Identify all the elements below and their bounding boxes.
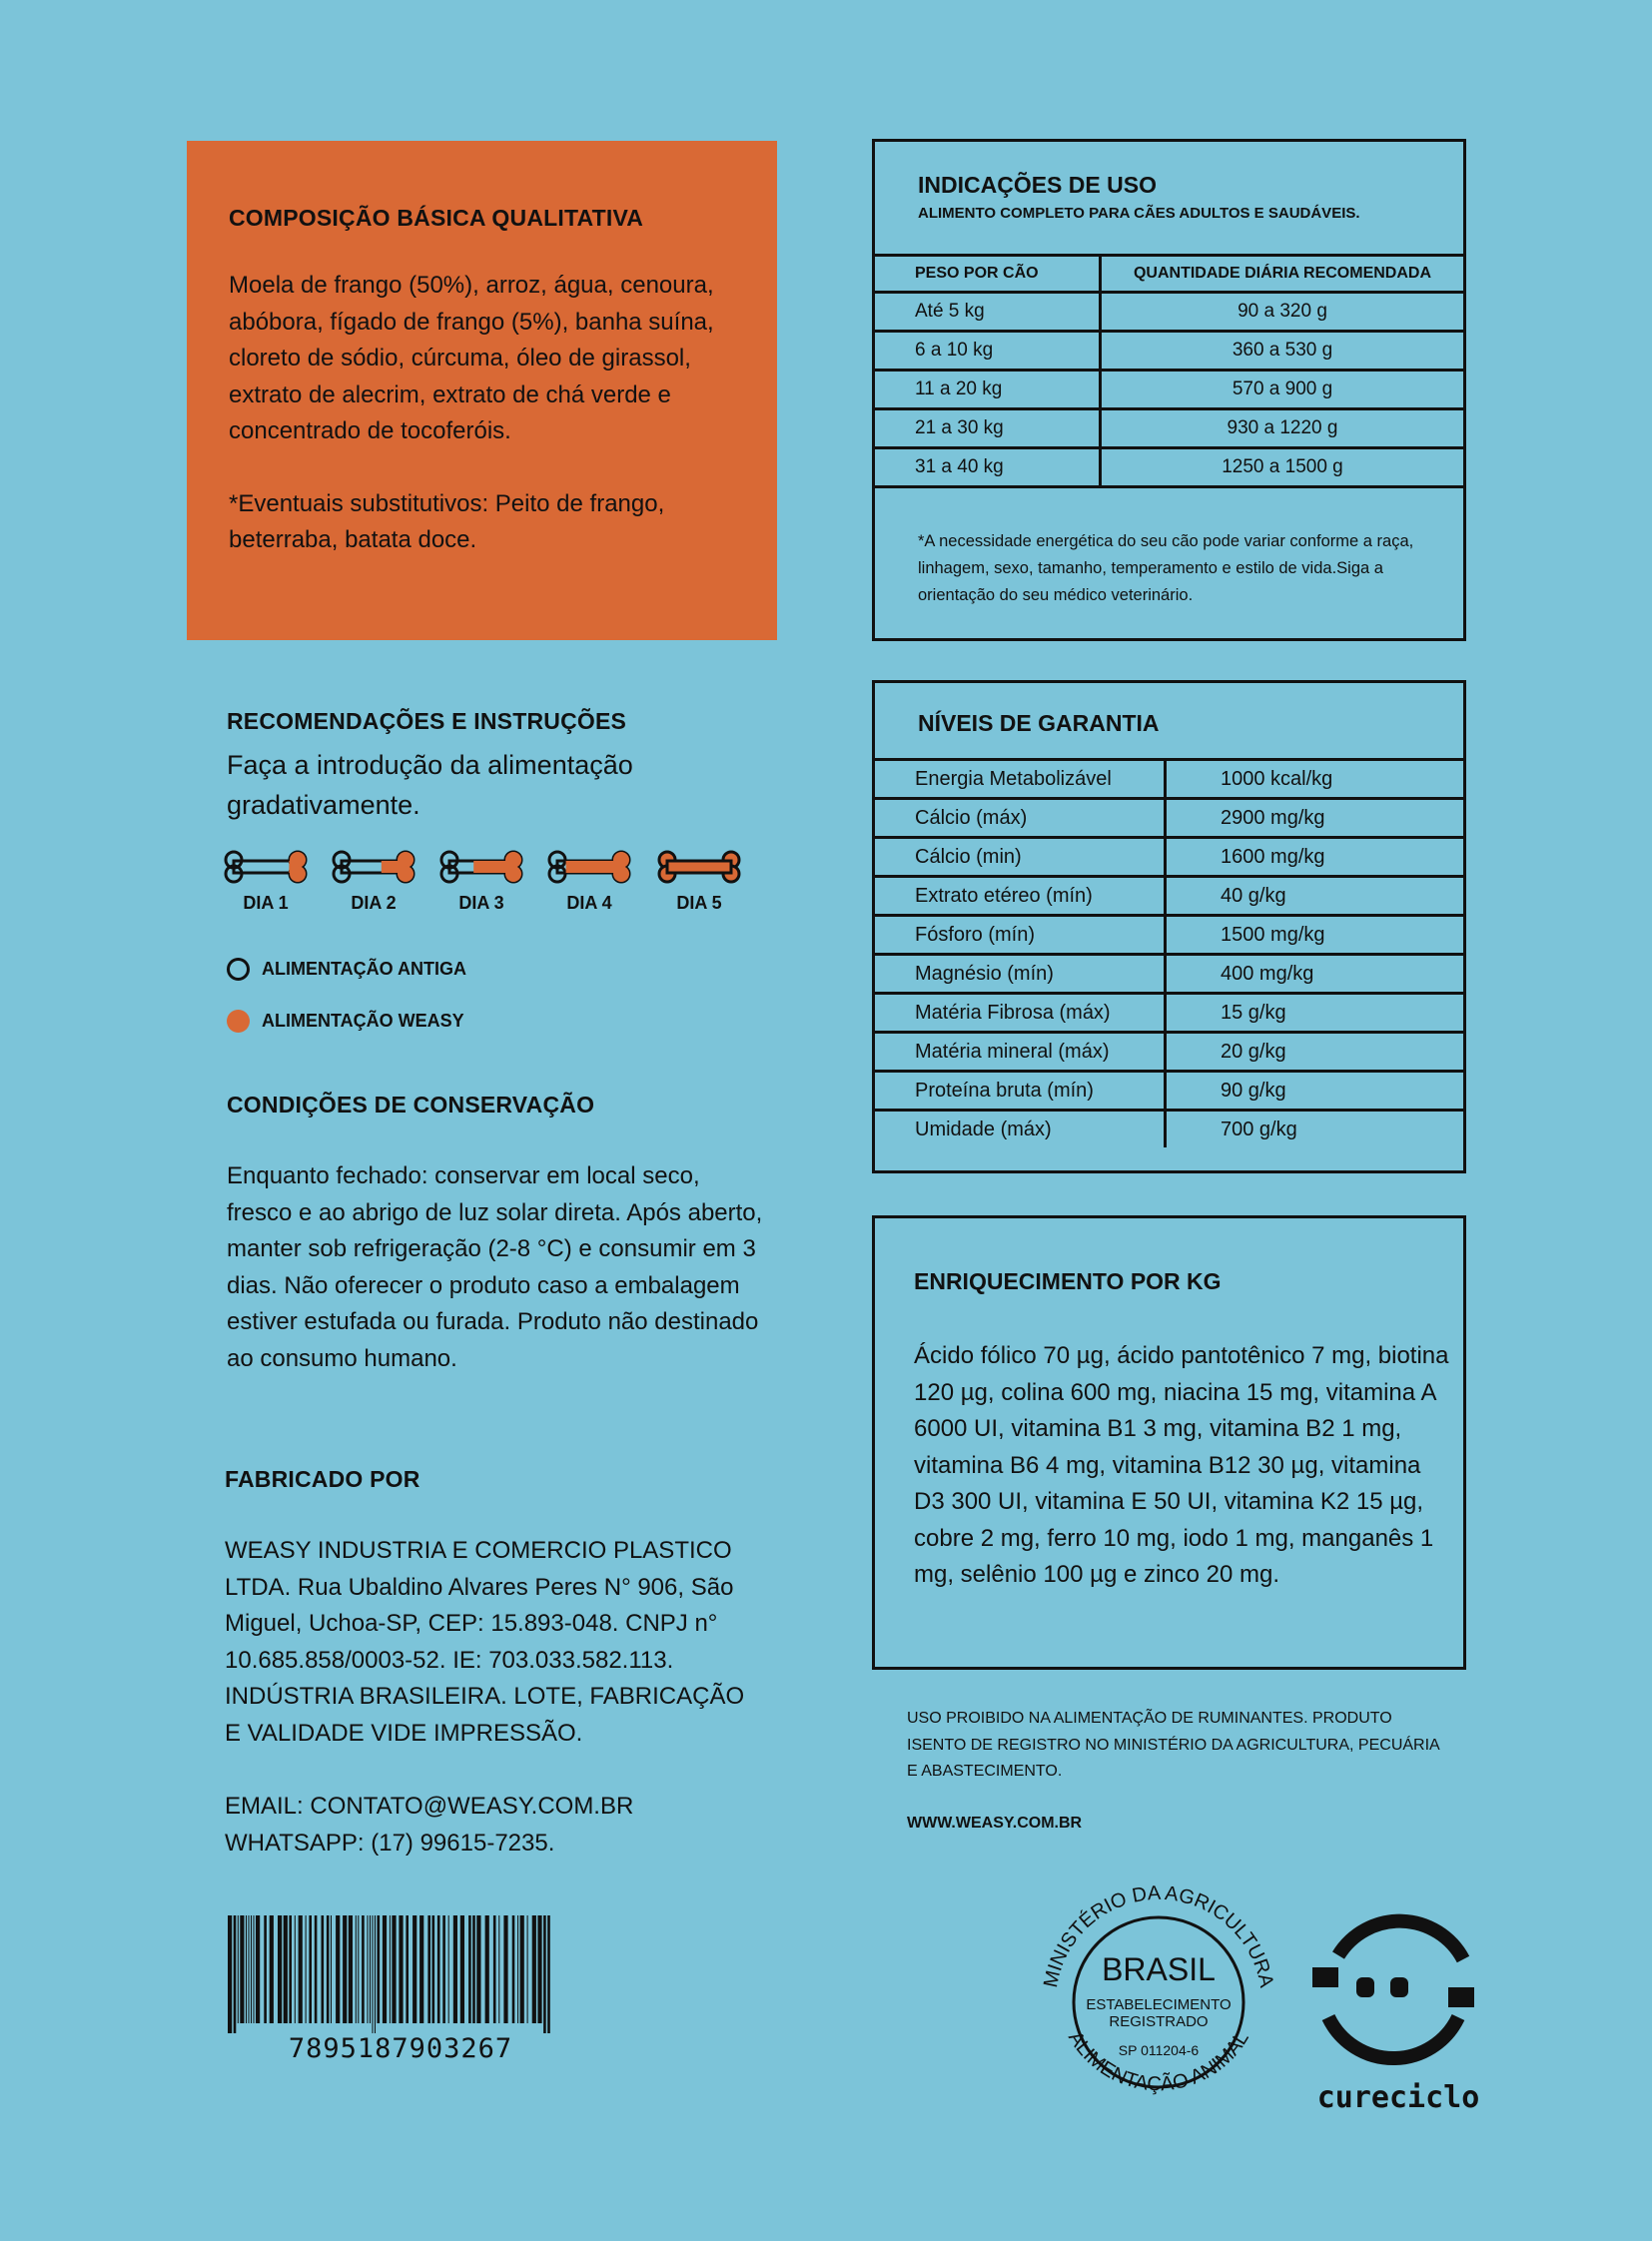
table-row bbox=[875, 1072, 1463, 1111]
barcode-bar bbox=[378, 1915, 381, 2023]
nutrient-value: 20 g/kg bbox=[1166, 1033, 1464, 1072]
barcode-bar bbox=[448, 1915, 449, 2023]
nutrient-value: 90 g/kg bbox=[1166, 1072, 1464, 1111]
barcode-bar bbox=[537, 1915, 541, 2023]
recycle-word: cureciclo bbox=[1316, 2080, 1480, 2115]
contact-whatsapp: WHATSAPP: (17) 99615-7235. bbox=[225, 1829, 555, 1857]
barcode-bar bbox=[336, 1915, 340, 2023]
day-bone-5 bbox=[654, 847, 744, 914]
barcode-bar bbox=[370, 1915, 371, 2023]
usage-quantity: 930 a 1220 g bbox=[1101, 409, 1464, 448]
barcode-bar bbox=[251, 1915, 252, 2023]
barcode-bar bbox=[373, 1915, 374, 2033]
conservation-title: CONDIÇÕES DE CONSERVAÇÃO bbox=[227, 1092, 595, 1118]
usage-quantity: 1250 a 1500 g bbox=[1101, 448, 1464, 487]
barcode-bar bbox=[442, 1915, 445, 2023]
nutrient-name: Extrato etéreo (mín) bbox=[875, 877, 1166, 916]
barcode-bar bbox=[493, 1915, 496, 2023]
usage-header-quantity: QUANTIDADE DIÁRIA RECOMENDADA bbox=[1101, 256, 1464, 293]
barcode-bar bbox=[476, 1915, 480, 2023]
conservation-text: Enquanto fechado: conservar em local seco, fresco e ao abrigo de luz solar direta. Após aberto, manter sob refrigeração (2-8 °C) e consumir em 3 dias. Não oferecer o produto caso a embalagem estiver estufada ou furada. Produto não destinado ao consumo humano. bbox=[227, 1162, 763, 1372]
table-row bbox=[875, 448, 1463, 487]
nutrient-name: Magnésio (mín) bbox=[875, 955, 1166, 994]
seal-bottom-arc: ALIMENTAÇÃO ANIMAL bbox=[1064, 2027, 1253, 2096]
eye-left-icon bbox=[1356, 1977, 1374, 1997]
table-row bbox=[875, 994, 1463, 1033]
guarantee-title: NÍVEIS DE GARANTIA bbox=[918, 710, 1160, 736]
barcode-bar bbox=[368, 1915, 369, 2023]
table-row bbox=[875, 332, 1463, 371]
seal-code: SP 011204-6 bbox=[1118, 2042, 1200, 2058]
barcode-bar bbox=[238, 1915, 239, 2023]
nutrient-name: Proteína bruta (mín) bbox=[875, 1072, 1166, 1111]
barcode-bar bbox=[315, 1915, 318, 2023]
recommendations-title: RECOMENDAÇÕES E INSTRUÇÕES bbox=[227, 708, 627, 734]
nutrient-name: Energia Metabolizável bbox=[875, 760, 1166, 799]
barcode-bar bbox=[375, 1915, 376, 2033]
day-label: DIA 5 bbox=[676, 893, 722, 913]
contact-email: EMAIL: CONTATO@WEASY.COM.BR bbox=[225, 1793, 634, 1820]
day-bone-2 bbox=[329, 847, 418, 914]
day-label: DIA 2 bbox=[351, 893, 397, 913]
barcode-bar bbox=[362, 1915, 365, 2023]
barcode-bar bbox=[399, 1915, 403, 2023]
barcode-bar bbox=[349, 1915, 353, 2023]
manufacturer-title: FABRICADO POR bbox=[225, 1466, 420, 1492]
barcode-bar bbox=[278, 1915, 282, 2023]
recommendations-subtitle: Faça a introdução da alimentação gradativamente. bbox=[227, 750, 633, 820]
barcode-bar bbox=[249, 1915, 250, 2023]
barcode-bar bbox=[331, 1915, 332, 2023]
contact-info bbox=[225, 1789, 633, 1862]
legend-new-food bbox=[227, 1010, 464, 1033]
website-link[interactable]: WWW.WEASY.COM.BR bbox=[907, 1815, 1083, 1832]
barcode-bar bbox=[406, 1915, 409, 2023]
nutrient-value: 1000 kcal/kg bbox=[1166, 760, 1464, 799]
barcode-bar bbox=[427, 1915, 430, 2023]
circle-filled-icon bbox=[227, 1010, 250, 1033]
bone-icon bbox=[654, 847, 744, 887]
legal-notice: USO PROIBIDO NA ALIMENTAÇÃO DE RUMINANTES. PRODUTO ISENTO DE REGISTRO NO MINISTÉRIO DA AGRICULTURA, PECUÁRIA E ABASTECIMENTO. bbox=[907, 1710, 1439, 1780]
recycle-logo bbox=[1298, 1897, 1498, 2127]
seal-line2: REGISTRADO bbox=[1109, 2013, 1209, 2030]
usage-weight: 6 a 10 kg bbox=[875, 332, 1101, 371]
day-bone-4 bbox=[544, 847, 634, 914]
barcode-bar bbox=[460, 1915, 464, 2023]
nutrient-name: Matéria mineral (máx) bbox=[875, 1033, 1166, 1072]
bone-shape bbox=[659, 852, 739, 882]
barcode-bar bbox=[432, 1915, 435, 2023]
guarantee-box bbox=[872, 680, 1466, 1173]
manufacturer-text: WEASY INDUSTRIA E COMERCIO PLASTICO LTDA. Rua Ubaldino Alvares Peres N° 906, São Miguel, Uchoa-SP, CEP: 15.893-048. CNPJ n° 10.685.858/0003-52. IE: 703.033.582.113. INDÚSTRIA BRASILEIRA. LOTE, FABRICAÇÃO E VALIDADE VIDE IMPRESSÃO. bbox=[225, 1537, 745, 1747]
nutrient-name: Cálcio (máx) bbox=[875, 799, 1166, 838]
barcode-bar bbox=[383, 1915, 387, 2023]
composition-substitutes: *Eventuais substitutivos: Peito de frango, beterraba, batata doce. bbox=[229, 489, 665, 553]
nutrient-value: 1600 mg/kg bbox=[1166, 838, 1464, 877]
barcode-bar bbox=[254, 1915, 255, 2023]
enrichment-title: ENRIQUECIMENTO POR KG bbox=[914, 1268, 1222, 1294]
barcode-bar bbox=[309, 1915, 312, 2023]
table-row bbox=[875, 955, 1463, 994]
table-row bbox=[875, 409, 1463, 448]
barcode-bar bbox=[295, 1915, 296, 2023]
nutrient-value: 400 mg/kg bbox=[1166, 955, 1464, 994]
nutrient-name: Umidade (máx) bbox=[875, 1111, 1166, 1148]
usage-note: *A necessidade energética do seu cão pode variar conforme a raça, linhagem, sexo, tamanho, temperamento e estilo de vida.Siga a orientação do seu médico veterinário. bbox=[918, 532, 1414, 604]
circle-outline-icon bbox=[227, 958, 250, 981]
barcode-bar bbox=[289, 1915, 292, 2023]
table-row bbox=[875, 371, 1463, 409]
barcode-bar bbox=[327, 1915, 330, 2023]
barcode-number: 7895187903267 bbox=[288, 2033, 513, 2064]
barcode-bar bbox=[240, 1915, 244, 2023]
table-row bbox=[875, 877, 1463, 916]
bone-icon bbox=[436, 847, 526, 887]
eye-right-icon bbox=[1390, 1977, 1408, 1997]
barcode-bar bbox=[264, 1915, 267, 2023]
table-row bbox=[875, 293, 1463, 332]
day-bone-3 bbox=[436, 847, 526, 914]
barcode-bar bbox=[284, 1915, 288, 2023]
recycle-arc-bottom bbox=[1328, 2017, 1458, 2058]
barcode-bar bbox=[532, 1915, 536, 2023]
day-label: DIA 1 bbox=[243, 893, 289, 913]
seal-line1: ESTABELECIMENTO bbox=[1086, 1996, 1232, 2013]
nutrient-value: 1500 mg/kg bbox=[1166, 916, 1464, 955]
barcode-bar bbox=[356, 1915, 357, 2023]
legend-new-label: ALIMENTAÇÃO WEASY bbox=[262, 1011, 464, 1031]
nutrient-name: Matéria Fibrosa (máx) bbox=[875, 994, 1166, 1033]
barcode-bar bbox=[299, 1915, 303, 2023]
table-row bbox=[875, 760, 1463, 799]
usage-quantity: 90 a 320 g bbox=[1101, 293, 1464, 332]
nutrient-name: Cálcio (min) bbox=[875, 838, 1166, 877]
barcode-bar bbox=[392, 1915, 396, 2023]
barcode-bar bbox=[228, 1915, 232, 2033]
guarantee-table bbox=[875, 758, 1463, 1147]
barcode-bar bbox=[413, 1915, 416, 2023]
usage-quantity: 570 a 900 g bbox=[1101, 371, 1464, 409]
usage-weight: Até 5 kg bbox=[875, 293, 1101, 332]
barcode-bar bbox=[543, 1915, 546, 2033]
barcode-bar bbox=[472, 1915, 475, 2023]
day-label: DIA 3 bbox=[458, 893, 504, 913]
table-row bbox=[875, 838, 1463, 877]
barcode-bar bbox=[256, 1915, 260, 2023]
seal-country: BRASIL bbox=[1102, 1951, 1216, 1987]
barcode-bar bbox=[503, 1915, 507, 2023]
nutrient-value: 2900 mg/kg bbox=[1166, 799, 1464, 838]
composition-text: Moela de frango (50%), arroz, água, cenoura, abóbora, fígado de frango (5%), banha suína, cloreto de sódio, cúrcuma, óleo de girassol, extrato de alecrim, extrato de chá verde e concentrado de tocoferóis. bbox=[229, 272, 714, 444]
barcode-bar bbox=[343, 1915, 347, 2023]
barcode-bar bbox=[485, 1915, 489, 2023]
usage-quantity: 360 a 530 g bbox=[1101, 332, 1464, 371]
table-row bbox=[875, 916, 1463, 955]
barcode-bar bbox=[234, 1915, 237, 2033]
barcode-bar bbox=[306, 1915, 307, 2023]
recycle-arrow-right bbox=[1448, 1987, 1474, 2007]
barcode-bar bbox=[358, 1915, 359, 2023]
usage-weight: 31 a 40 kg bbox=[875, 448, 1101, 487]
barcode-bar bbox=[453, 1915, 457, 2023]
recycle-arrow-left bbox=[1312, 1967, 1338, 1987]
usage-weight: 11 a 20 kg bbox=[875, 371, 1101, 409]
recycle-arc-top bbox=[1338, 1921, 1463, 1959]
composition-title: COMPOSIÇÃO BÁSICA QUALITATIVA bbox=[229, 205, 644, 231]
nutrient-name: Fósforo (mín) bbox=[875, 916, 1166, 955]
nutrient-value: 15 g/kg bbox=[1166, 994, 1464, 1033]
nutrient-value: 700 g/kg bbox=[1166, 1111, 1464, 1148]
barcode-bar bbox=[270, 1915, 274, 2023]
table-row bbox=[875, 1033, 1463, 1072]
legend-old-label: ALIMENTAÇÃO ANTIGA bbox=[262, 959, 466, 979]
enrichment-box bbox=[872, 1215, 1466, 1670]
enrichment-text: Ácido fólico 70 µg, ácido pantotênico 7 mg, biotina 120 µg, colina 600 mg, niacina 15 mg, vitamina A 6000 UI, vitamina B1 3 mg, vitamina B2 1 mg, vitamina B6 4 mg, vitamina B12 30 µg, vitamina D3 300 UI, vitamina E 50 UI, vitamina K2 15 µg, cobre 2 mg, ferro 10 mg, iodo 1 mg, manganês 1 mg, selênio 100 µg e zinco 20 mg. bbox=[914, 1342, 1449, 1588]
usage-table bbox=[875, 254, 1463, 488]
barcode-bar bbox=[517, 1915, 518, 2023]
usage-subtitle: ALIMENTO COMPLETO PARA CÃES ADULTOS E SAUDÁVEIS. bbox=[918, 205, 1360, 222]
barcode-bar bbox=[437, 1915, 440, 2023]
usage-header-row bbox=[875, 256, 1463, 293]
day-bone-1 bbox=[221, 847, 311, 914]
nutrient-value: 40 g/kg bbox=[1166, 877, 1464, 916]
barcode-bar bbox=[520, 1915, 524, 2023]
bone-icon bbox=[329, 847, 418, 887]
barcode-bar bbox=[419, 1915, 423, 2023]
barcode-bar bbox=[390, 1915, 391, 2023]
barcode-bar bbox=[246, 1915, 247, 2023]
bone-icon bbox=[221, 847, 311, 887]
barcode-bar bbox=[322, 1915, 325, 2023]
barcode-bar bbox=[512, 1915, 515, 2023]
barcode-bar bbox=[527, 1915, 528, 2023]
ministry-seal bbox=[1034, 1877, 1283, 2127]
barcode-bar bbox=[547, 1915, 550, 2033]
seal-top-arc: MINISTÉRIO DA AGRICULTURA bbox=[1039, 1881, 1277, 1990]
barcode bbox=[226, 1915, 575, 2033]
bone-icon bbox=[544, 847, 634, 887]
composition-panel bbox=[187, 141, 777, 640]
table-row bbox=[875, 1111, 1463, 1148]
usage-title: INDICAÇÕES DE USO bbox=[918, 172, 1157, 198]
usage-box bbox=[872, 139, 1466, 641]
usage-weight: 21 a 30 kg bbox=[875, 409, 1101, 448]
day-label: DIA 4 bbox=[566, 893, 612, 913]
barcode-bar bbox=[498, 1915, 499, 2023]
usage-header-weight: PESO POR CÃO bbox=[875, 256, 1101, 293]
legend-old-food bbox=[227, 958, 466, 981]
table-row bbox=[875, 799, 1463, 838]
barcode-bar bbox=[468, 1915, 471, 2023]
